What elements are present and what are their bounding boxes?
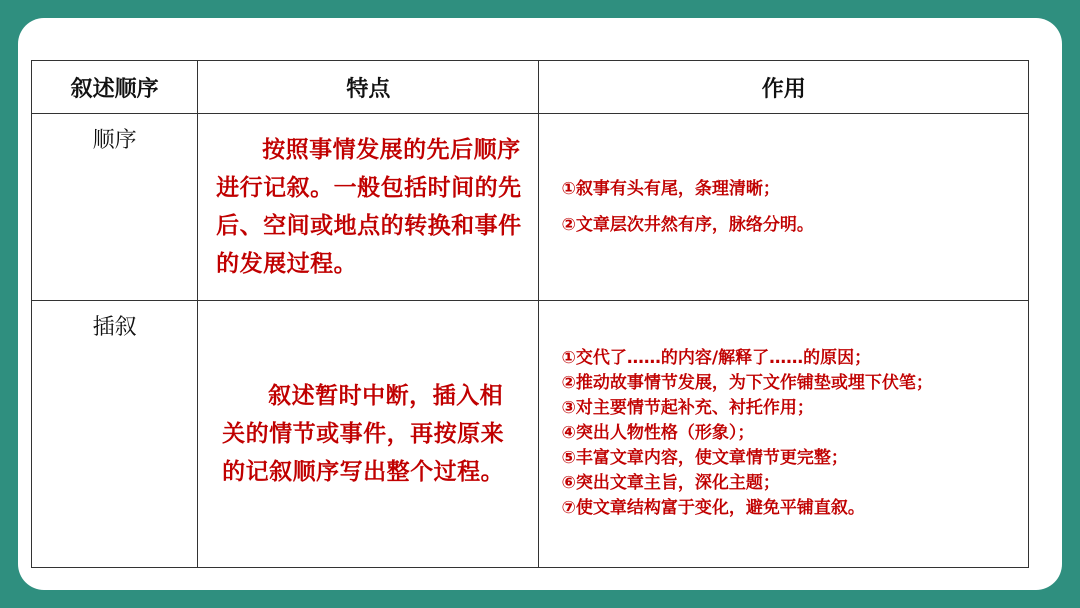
row-name-flashback: 插叙 [32,300,198,567]
effect-item: ④突出人物性格（形象）； [561,423,755,444]
effect-item: ①叙事有头有尾，条理清晰； [561,179,780,200]
effect-item: ②文章层次井然有序，脉络分明。 [561,215,814,236]
row-feature-cell [198,114,539,301]
row-effects-cell [539,114,1029,301]
row-effects-cell [539,300,1029,567]
table-header-row [32,61,1029,114]
row-name-chronological: 顺序 [32,114,198,301]
effect-item: ⑤丰富文章内容，使文章情节更完整； [561,448,848,469]
effect-item: ②推动故事情节发展，为下文作铺垫或埋下伏笔； [561,373,933,394]
table-row [32,114,1029,301]
header-narrative-order: 叙述顺序 [32,61,198,114]
effect-item: ①交代了……的内容/解释了……的原因； [561,348,872,369]
header-effects: 作用 [539,61,1029,114]
row-feature-cell [198,300,539,567]
table-row [32,300,1029,567]
header-features: 特点 [198,61,539,114]
effect-item: ⑦使文章结构富于变化，避免平铺直叙。 [561,498,865,519]
feature-text-chronological: 按照事情发展的先后顺序进行记叙。一般包括时间的先后、空间或地点的转换和事件的发展过程。 [216,137,522,278]
feature-text-flashback: 叙述暂时中断，插入相关的情节或事件，再按原来的记叙顺序写出整个过程。 [222,382,505,485]
effect-item: ③对主要情节起补充、衬托作用； [561,398,814,419]
effect-item: ⑥突出文章主旨，深化主题； [561,473,780,494]
narrative-order-table [31,60,1029,568]
